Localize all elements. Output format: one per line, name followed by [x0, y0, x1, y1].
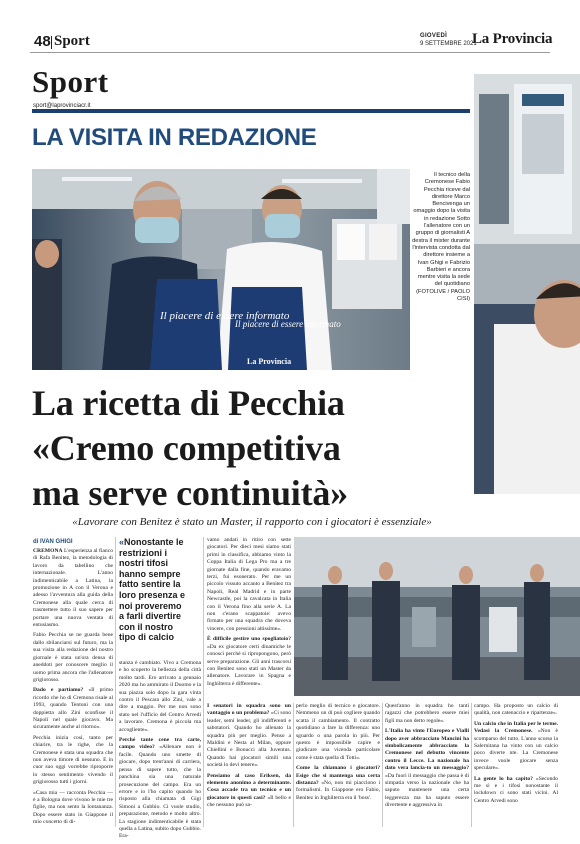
headline-line-2: «Cremo competitiva — [32, 428, 341, 468]
subheadline: «Lavorare con Benitez è stato un Master, il rapporto con i giocatori è essenziale» — [72, 516, 432, 528]
column-divider — [203, 537, 204, 827]
page-header — [0, 0, 580, 56]
pullquote: «Nonostante le restrizioni i nostri tifosi hanno sempre fatto sentire la loro presenza e noi proveremo a farli divertire con il nostro tipo di calcio — [119, 537, 186, 643]
paragraph: Pecchia inizia così, tanto per chiarire, tra le righe, che la Cremonese è stata una squadra che non aveva timore di nessuno. E in cuor suo oggi vorrebbe riproporre lo stesso sentimento vivendo il grigiorosso tutti i giorni. — [33, 734, 113, 786]
question: La gente lo ha capito? — [474, 775, 533, 782]
column-divider — [471, 703, 472, 827]
bag-text-2: Il piacere di essere informato — [235, 319, 341, 329]
question: Pensiamo al caso Eriksen, da elemento anonimo a determinante. Cosa accade tra un tecnico e un giocatore in questi casi? — [207, 772, 291, 801]
photo-caption: Il tecnico della Cremonese Fabio Pecchia riceve dal direttore Marco Bencivenga un omaggio dopo la visita in redazione Sotto l'allenatore con un gruppo di giornalisti A destra il mister durante l'intervista condotta dal direttore insieme a Ivan Ghigi e Fabrizio Barbieri e ancora mentre visita la sede del quotidiano (FOTOLIVE / PAOLO CISI) — [412, 172, 470, 303]
article-column-6 — [385, 703, 469, 813]
column-divider — [293, 703, 294, 827]
dateline: CREMONA — [33, 548, 63, 554]
article-column-3 — [207, 537, 291, 691]
question: I senatori in squadra sono un vantaggio o un problema? — [207, 703, 291, 717]
section-email[interactable]: sport@laprovinciacr.it — [33, 103, 91, 109]
paragraph: Pensiamo al caso Eriksen, da elemento anonimo a determinante. Cosa accade tra un tecnico e un giocatore in questi casi? «Il bello e che nessuno può sa- — [207, 772, 291, 809]
publication-date: 9 SETTEMBRE 2021 — [420, 41, 477, 47]
weekday: GIOVEDÌ — [420, 33, 448, 39]
main-photo — [32, 169, 410, 370]
article-column-1 — [33, 548, 113, 830]
question: Perché tante cene tra carte, campo video? — [119, 737, 201, 751]
paragraph: campo. Ha proposto un calcio di qualità, non catenaccio e ripartenze». — [474, 703, 558, 717]
headline-line-3: ma serve continuità» — [32, 473, 348, 513]
paragraph: stanza è cambiato. Vivo a Cremona e ho scoperto la bellezza della città molto tardi. Ero arrivato a gennaio 2020 ma ho ammirato il Duomo e la sua piazza solo dopo la gara vinta contro il Pescara allo Zini, vale a dire a maggio. Per me non sono stato nel l'ufficio del Centro Arvedi a lavorare. Cremona è piccola ma accogliente». — [119, 660, 201, 733]
article-column-4 — [207, 703, 291, 813]
newspaper-logo[interactable]: La Provincia — [472, 31, 553, 47]
group-photo — [294, 537, 580, 696]
paragraph: Dado e partiamo? «Il primo ricordo che ho di Cremona risale al 1993, quando Tentoni con una doppietta allo Zini sconfisse il Napoli nel quale giocavo. Ma sicuramente anche al ritorno». — [33, 687, 113, 731]
question: L'Italia ha vinto l'Europeo e Vialli dopo aver abbracciato Mancini ha simbolicamente abbracciato la Cremonese nel debutto vincente contro il Lecce. La nazionale ha dato vera lancia-to un messaggio? — [385, 728, 469, 772]
byline: di IVAN GHIGI — [33, 539, 73, 545]
column-divider — [382, 703, 383, 827]
paragraph: «Casa mia — racconta Pecchia — è a Bologna dove vivono le mie tre figlie, ma non sento la lontananza. Dopo essere stato in Giappone il mio concetto di di- — [33, 789, 113, 826]
kicker: LA VISITA IN REDAZIONE — [32, 124, 317, 151]
paragraph: È difficile gestire uno spogliatoio? «Da ex giocatore certi dinamiche le conosci perché si ripropongono, però serve preparazione. Gli anni trascorsi con Benitez sono stati un Master da allenatore. Lavorare in Spagna e Inghilterra è differente». — [207, 636, 291, 687]
paragraph: Quest'anno in squadra ho tanti ragazzi che potrebbero essere miei figli ma non detto regole». — [385, 703, 469, 724]
question: È difficile gestire uno spogliatoio? — [207, 636, 291, 643]
header-rule — [30, 52, 550, 53]
page-number: 48 — [34, 33, 51, 50]
paragraph: CREMONA L'esperienza al fianco di Rafa Benitez, la metodologia di lavoro da tabellino che internazionale. L'anno indimenticabile a Latina, la promozione in A con il Verona e adesso l'avventura alla guida della Cremonese alla quale cerca di trasmettere tutto il suo sapere per portare una nuova ventata di entusiasmo. — [33, 548, 113, 629]
article-column-2 — [119, 660, 201, 844]
paragraph: vamo andati in ritiro con sette giocatori. Per dieci mesi siamo stati primi in classifica, abbiamo vinto la Coppa Italia di Lega Pro ma a tre giornate dalla fine, quando eravamo terzi, fui esonerato. Per me un piccolo vissuto accanto a Benitez tra Napoli, Real Madrid e in parte Newcastle, poi la cavalcata in Italia con il Verona fino alla serie A. La non c'erano scappatoie: avevo firmato per una squadra che doveva vincere, con pressioni altissime». — [207, 537, 291, 632]
column-divider — [115, 537, 116, 827]
question: Un calcio che in Italia per le terme. Vedasi la Cremonese. — [474, 720, 558, 735]
header-divider — [51, 36, 52, 49]
bag-text-1: Il piacere di essere informato — [160, 310, 290, 322]
question: Come la chiamano i giocatori? Esige che si mantenga una certa distanza? — [296, 765, 380, 787]
bag-brand: La Provincia — [247, 357, 292, 366]
headline — [32, 381, 472, 516]
paragraph: Un calcio che in Italia per le terme. Vedasi la Cremonese. «Non è scomparso del tutto. L'anno scorso la Salernitana ha vinto con un calcio poco diverte nte. La Cremonese invece vuole giocare senza speculare». — [474, 720, 558, 772]
page-section: Sport — [54, 33, 90, 49]
paragraph: Come la chiamano i giocatori? Esige che si mantenga una certa distanza? «No, non mi piacciono i formalismi. In Giappone ero Fabio, Benitez in Inghilterra era il 'boss'. — [296, 765, 380, 801]
headline-line-1: La ricetta di Pecchia — [32, 383, 345, 423]
section-title: Sport — [32, 64, 109, 99]
paragraph: L'Italia ha vinto l'Europeo e Vialli dopo aver abbracciato Mancini ha simbolicamente abbracciato la Cremonese nel debutto vincente contro il Lecce. La nazionale ha dato vera lancia-to un messaggio? «Da fuori il messaggio che passa è di simpatia verso la nazionale che ha saputo mantenere una certa leggerezza ma ha saputo essere divertente e aggressiva in — [385, 728, 469, 809]
question: Dado e partiamo? — [33, 687, 84, 694]
paragraph: La gente lo ha capito? «Secondo me sì e i tifosi nonostante il lockdown ci sono stati vicini. Al Centro Arvedi sono — [474, 775, 558, 804]
paragraph: perlo meglio di tecnico e giocatore. Nemmeno un dì può cogliere quando scatta il cambiamento. Il contratto quotidiano a fare la differenza: uno sguardo o una parola in più. Per questo è impossibile capire e giudicare una vicenda particolare come è stata quella di Totti». — [296, 703, 380, 761]
quote-mark: « — [119, 537, 125, 547]
section-underline — [32, 109, 470, 113]
article-column-5 — [296, 703, 380, 805]
paragraph: Perché tante cene tra carte, campo video? «Allenare non è facile. Quando uno smette di giocare, dopo trent'anni di carriera, pensa di sapere tutto, che la panchina sia una naturale prosecuzione del campo. Era un errore e io l'ho capito quando ho risposto alla chiamata di Gigi Simoni a Gubbio. Ci vuole studio, preparazione, metodo e molto altro. La stagione indimenticabile è stata quella a Latina, subito dopo Gubbio. Era- — [119, 737, 201, 840]
paragraph: I senatori in squadra sono un vantaggio o un problema? «Ci sono leader, semi leader, gli indifferenti e sabotatori. Quando ho allenato la squadra più per meglio. Penso a Maldini e Nesta al Milan, oppure Chiellini e Bonucci alla Juventus. Quando hai giocatori simili una società lo devi tenere». — [207, 703, 291, 769]
paragraph: Fabio Pecchia se ne guarda bene dallo sbilanciarsi sul futuro, ma la sua visita alla redazione del nostro giornale è stata un'ora densa di aneddoti per conoscere meglio il uomo prima ancora che l'allenatore grigiorosso. — [33, 632, 113, 683]
interview-photo — [474, 74, 580, 494]
article-column-7 — [474, 703, 558, 808]
